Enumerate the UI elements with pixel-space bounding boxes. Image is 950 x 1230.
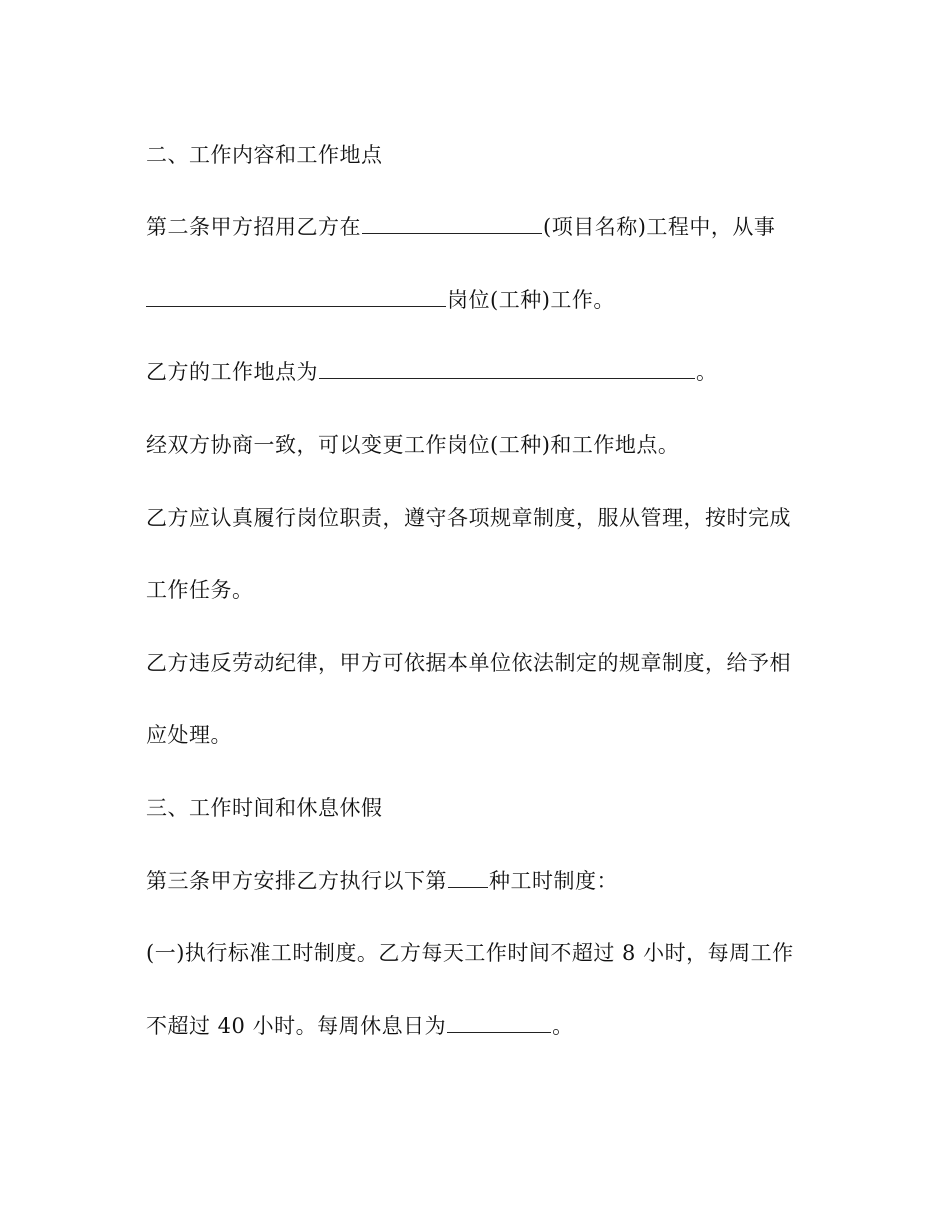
rest-day-blank [447, 1012, 551, 1033]
article-3-prefix: 第三条甲方安排乙方执行以下第 [146, 869, 447, 893]
project-name-blank [362, 213, 542, 234]
standard-hours-line-2-suffix: 。 [552, 1014, 574, 1038]
duty-line-1: 乙方应认真履行岗位职责，遵守各项规章制度，服从管理，按时完成 [146, 506, 791, 530]
section-3-heading: 三、工作时间和休息休假 [146, 796, 383, 820]
standard-hours-line-2 [146, 1011, 574, 1041]
article-2-line-2 [146, 285, 615, 315]
workplace-prefix: 乙方的工作地点为 [146, 360, 318, 384]
workplace-suffix: 。 [696, 360, 718, 384]
workplace-line [146, 357, 718, 387]
negotiation-line: 经双方协商一致，可以变更工作岗位(工种)和工作地点。 [146, 433, 680, 457]
duty-line-2: 工作任务。 [146, 578, 254, 602]
workplace-blank [319, 358, 695, 379]
section-2-heading: 二、工作内容和工作地点 [146, 143, 383, 167]
article-2-line-1 [146, 212, 775, 242]
article-3-line [146, 866, 618, 896]
article-2-line-1-suffix: (项目名称)工程中，从事 [543, 215, 776, 239]
discipline-line-1: 乙方违反劳动纪律，甲方可依据本单位依法制定的规章制度，给予相 [146, 651, 791, 675]
discipline-line-2: 应处理。 [146, 723, 232, 747]
article-3-suffix: 种工时制度： [489, 869, 618, 893]
article-2-line-2-suffix: 岗位(工种)工作。 [447, 288, 615, 312]
article-2-line-1-prefix: 第二条甲方招用乙方在 [146, 215, 361, 239]
standard-hours-line-1: (一)执行标准工时制度。乙方每天工作时间不超过 8 小时，每周工作 [146, 941, 794, 965]
standard-hours-line-2-prefix: 不超过 40 小时。每周休息日为 [146, 1014, 447, 1038]
position-blank [146, 286, 446, 307]
hours-system-blank [448, 867, 488, 888]
